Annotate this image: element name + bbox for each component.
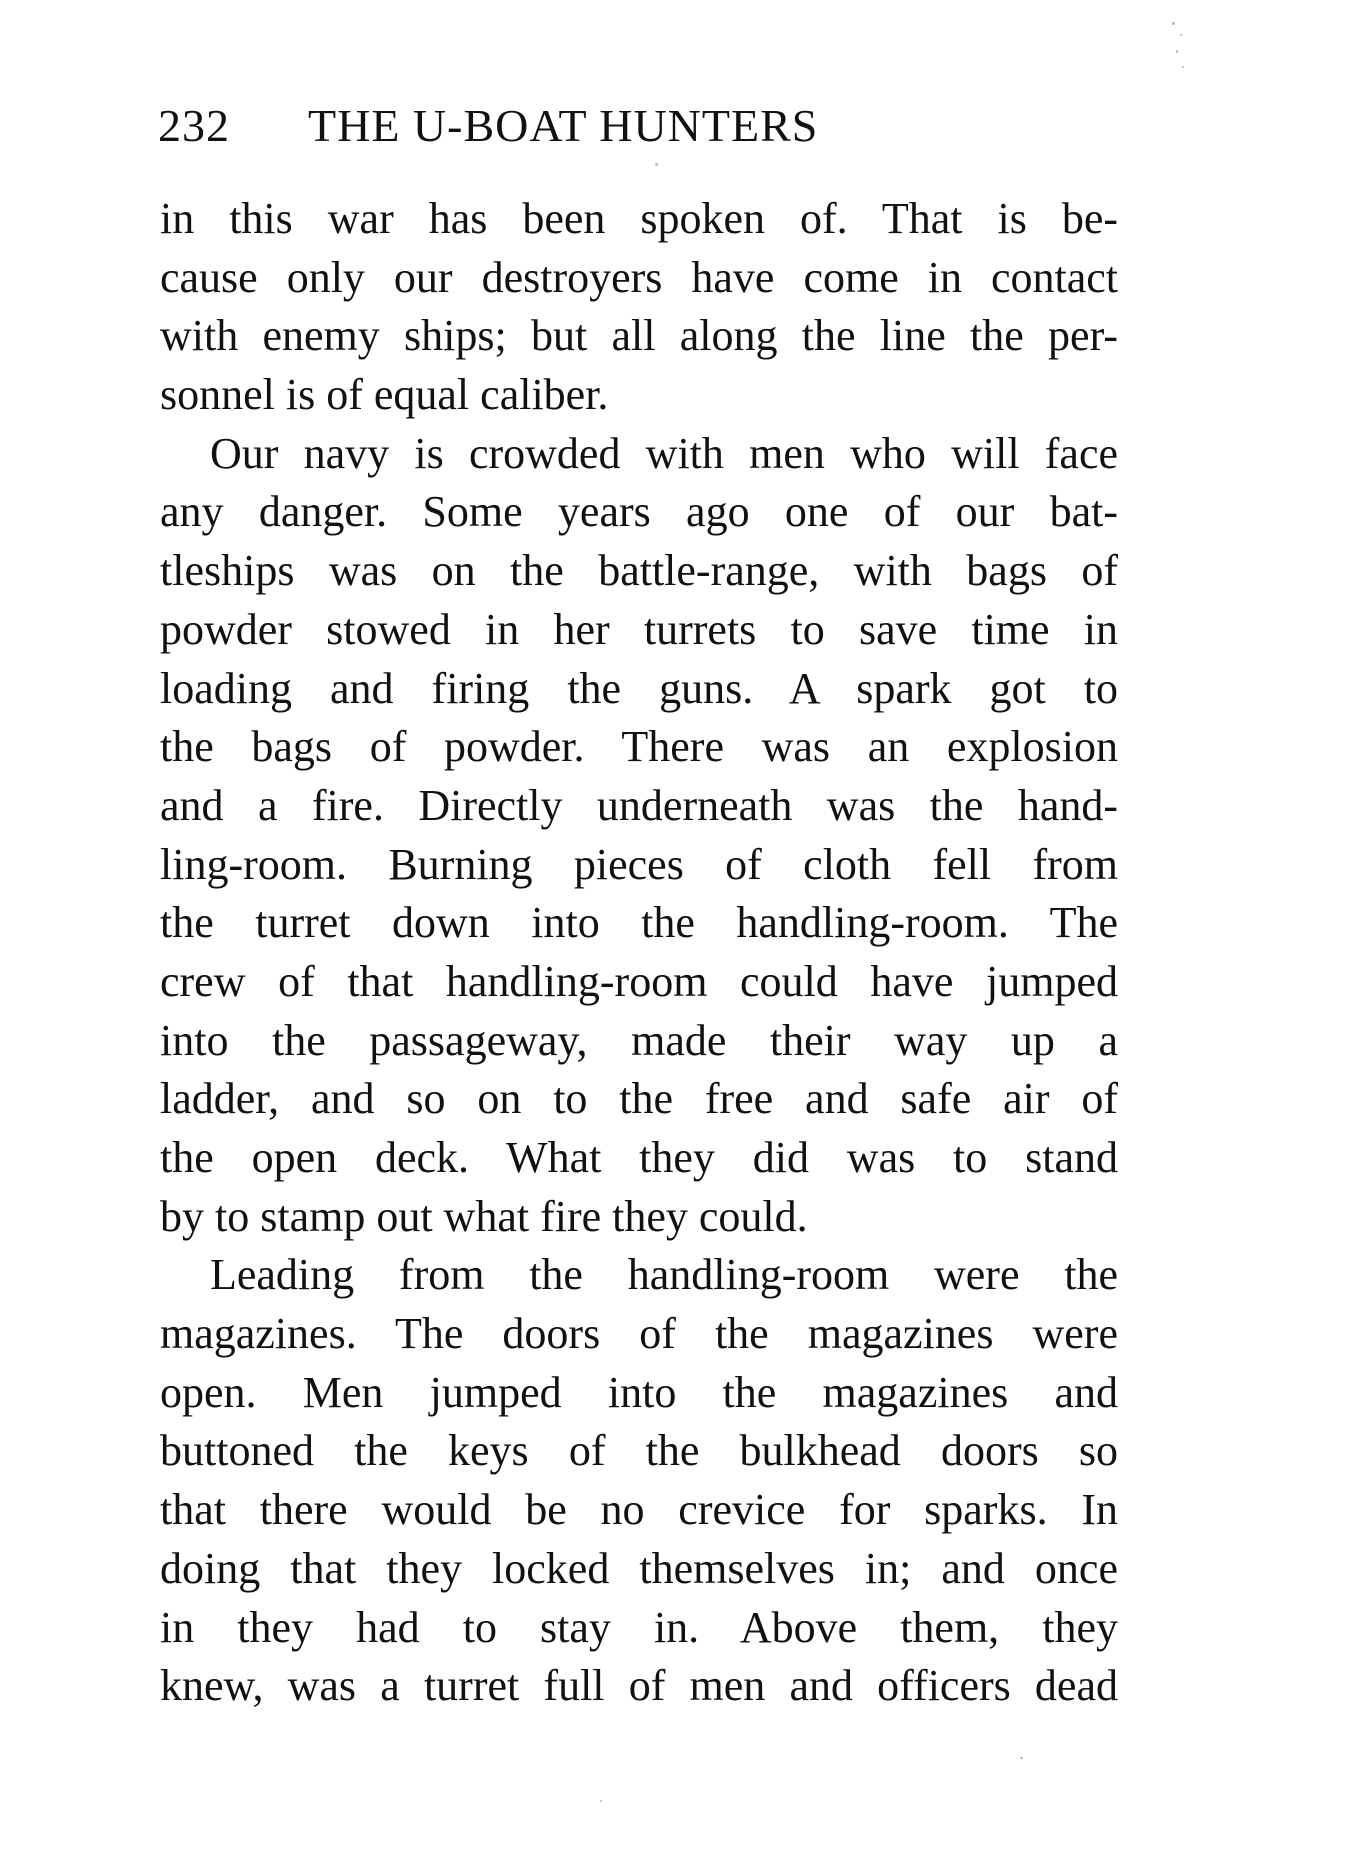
paragraph-first-line: Leading from the handling-room were the bbox=[210, 1250, 1118, 1300]
page-number: 232 bbox=[158, 100, 230, 151]
text-line: loading and firing the guns. A spark got to bbox=[160, 663, 1118, 713]
text-line: by to stamp out what fire they could. bbox=[160, 1191, 808, 1241]
text-line: the open deck. What they did was to stand bbox=[160, 1133, 1118, 1182]
scan-speck bbox=[1182, 66, 1184, 68]
text-line: sonnel is of equal caliber. bbox=[160, 370, 609, 420]
text-line: crew of that handling-room could have jumped bbox=[160, 956, 1118, 1006]
text-line: knew, was a turret full of men and officers dead bbox=[160, 1661, 1118, 1711]
scan-speck bbox=[1172, 22, 1175, 25]
text-line: in they had to stay in. Above them, they bbox=[160, 1602, 1118, 1652]
text-line: any danger. Some years ago one of our bat- bbox=[160, 487, 1118, 537]
scan-speck bbox=[655, 163, 658, 166]
text-line: ladder, and so on to the free and safe air of bbox=[160, 1074, 1118, 1124]
running-head bbox=[158, 96, 1118, 156]
text-line: ling-room. Burning pieces of cloth fell from bbox=[160, 839, 1118, 889]
text-line: cause only our destroyers have come in contact bbox=[160, 252, 1118, 302]
text-line: doing that they locked themselves in; and once bbox=[160, 1543, 1118, 1593]
text-line: that there would be no crevice for sparks. In bbox=[160, 1485, 1118, 1535]
text-line: open. Men jumped into the magazines and bbox=[160, 1367, 1118, 1417]
running-title: THE U-BOAT HUNTERS bbox=[308, 100, 819, 151]
text-line: and a fire. Directly underneath was the hand- bbox=[160, 780, 1118, 830]
text-line: in this war has been spoken of. That is be- bbox=[160, 194, 1118, 243]
text-line: buttoned the keys of the bulkhead doors so bbox=[160, 1426, 1118, 1476]
text-line: the bags of powder. There was an explosion bbox=[160, 722, 1118, 772]
text-line: into the passageway, made their way up a bbox=[160, 1015, 1118, 1065]
text-line: with enemy ships; but all along the line the per- bbox=[160, 311, 1118, 361]
scan-speck bbox=[600, 1800, 602, 1802]
scan-speck bbox=[1020, 1757, 1023, 1759]
text-line: the turret down into the handling-room. The bbox=[160, 898, 1118, 948]
paragraph-first-line: Our navy is crowded with men who will face bbox=[210, 428, 1118, 478]
scan-speck bbox=[1176, 50, 1178, 53]
text-line: magazines. The doors of the magazines were bbox=[160, 1309, 1118, 1359]
text-line: tleships was on the battle-range, with bags of bbox=[160, 546, 1118, 596]
text-line: powder stowed in her turrets to save time in bbox=[160, 604, 1118, 654]
body-text bbox=[160, 190, 1118, 1716]
scan-speck bbox=[1180, 34, 1182, 36]
